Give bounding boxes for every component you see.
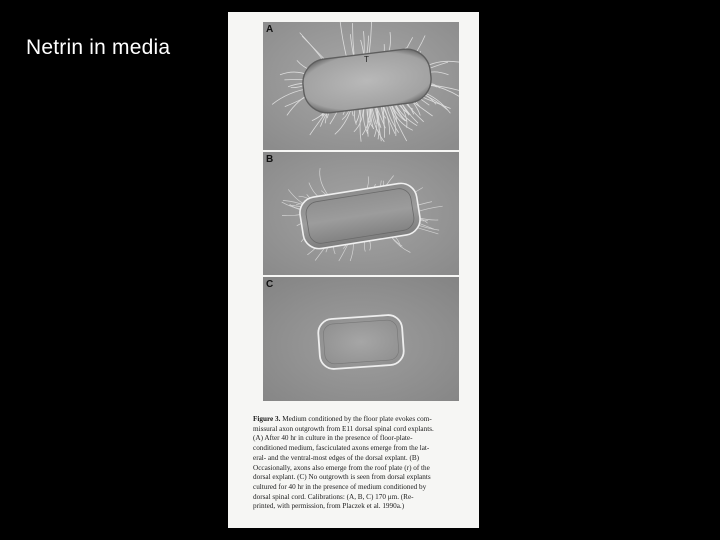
caption-line: dorsal explant. (C) No outgrowth is seen from dorsal explants — [253, 473, 431, 482]
figure-label: Figure 3. — [253, 415, 281, 423]
caption-line: printed, with permission, from Placzek et al. 1990a.) — [253, 502, 405, 511]
caption-line: dorsal spinal cord. Calibrations: (A, B, C) 170 μm. (Re- — [253, 492, 414, 501]
panel-letter-c: C — [266, 279, 274, 290]
slide-title: Netrin in media — [26, 36, 171, 59]
caption-line: conditioned medium, fasciculated axons emerge from the lat- — [253, 444, 430, 453]
roof-plate-marker: T — [364, 55, 369, 64]
micrograph-panel-b — [263, 152, 459, 275]
micrograph-a-image — [263, 22, 459, 150]
caption-line-text: Medium conditioned by the floor plate evokes com- — [282, 415, 432, 423]
caption-line: missural axon outgrowth from E11 dorsal spinal cord explants. — [253, 424, 434, 433]
figure-caption — [253, 415, 471, 512]
micrograph-b-image — [263, 152, 459, 275]
micrograph-c-image — [263, 277, 459, 401]
micrograph-panel-a — [263, 22, 459, 150]
caption-line: eral- and the ventral-most edges of the dorsal explant. (B) — [253, 453, 420, 462]
caption-line: Occasionally, axons also emerge from the roof plate (r) of the — [253, 463, 430, 472]
panel-letter-a: A — [266, 24, 274, 35]
panel-letter-b: B — [266, 154, 274, 165]
micrograph-panel-c — [263, 277, 459, 401]
caption-line — [253, 415, 471, 425]
caption-line: (A) After 40 hr in culture in the presence of floor-plate- — [253, 434, 413, 443]
caption-line: cultured for 40 hr in the presence of medium conditioned by — [253, 482, 427, 491]
figure-page — [228, 12, 479, 528]
